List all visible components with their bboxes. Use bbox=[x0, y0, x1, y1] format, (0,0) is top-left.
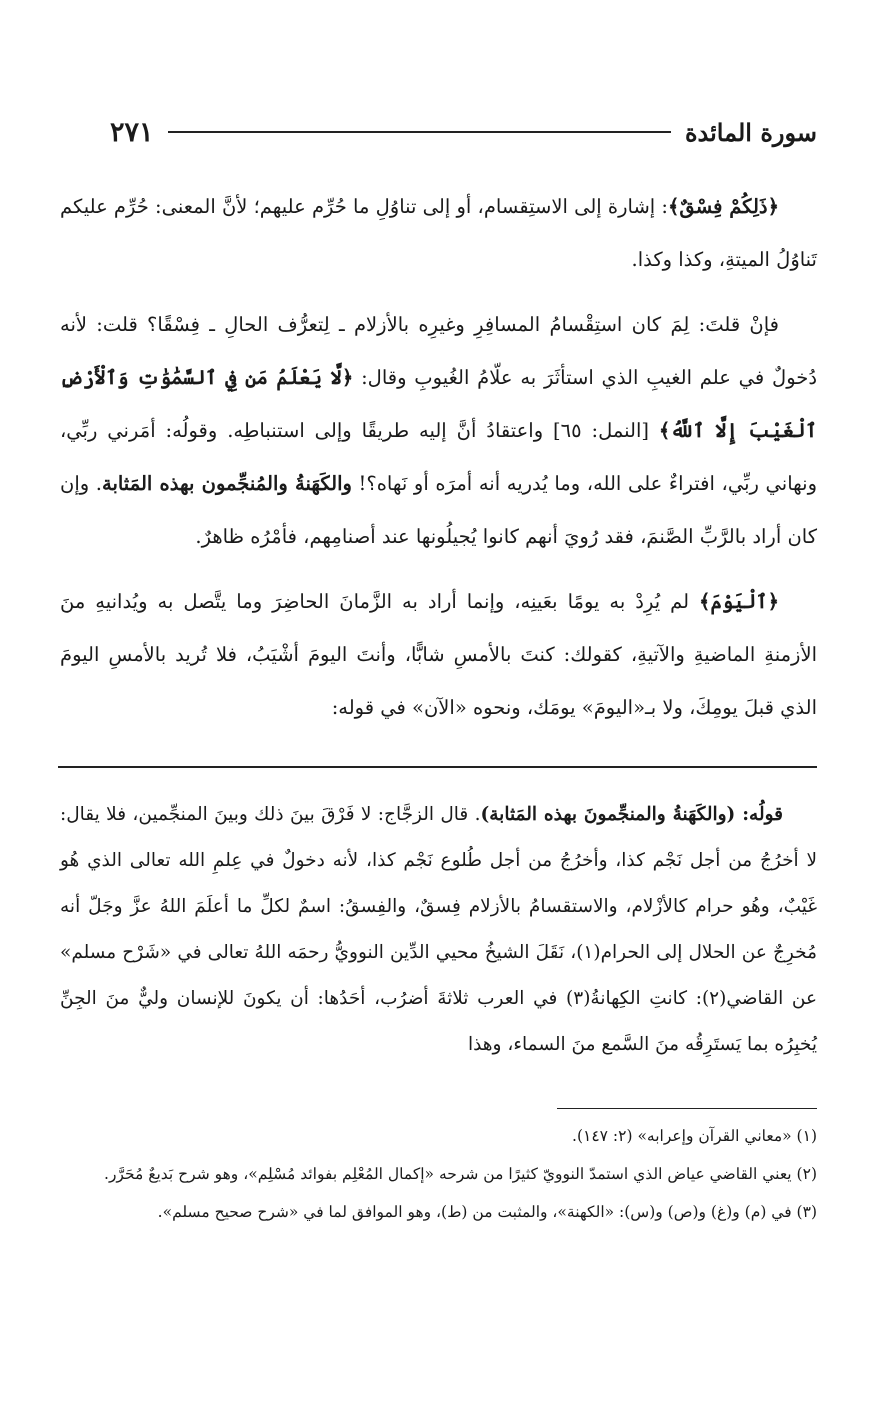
commentary-paragraph bbox=[60, 792, 817, 1068]
footnotes bbox=[60, 1118, 817, 1234]
footnote-1: (١) «معاني القرآن وإعرابه» (٢: ١٤٧). bbox=[572, 1127, 817, 1145]
quran-quote: ﴿ذَلِكُمْ فِسْقٌ﴾ bbox=[668, 195, 779, 218]
footnote-2: (٢) يعني القاضي عياض الذي استمدّ النوويّ كثيرًا من شرحه «إكمال المُعْلِم بفوائد مُسْلِم»، وهو شرح بَديعٌ مُحَرَّر. bbox=[104, 1165, 817, 1183]
bold-phrase: والكَهَنةُ والمُنجِّمون بهذه المَثابة bbox=[101, 472, 352, 495]
paragraph-text: . وإن كان أراد بالرَّبِّ الصَّنمَ، فقد رُويَ أنهم كانوا يُجيلُونها عند أصنامِهم، فأمْرُه ظاهرٌ. bbox=[60, 472, 817, 548]
paragraph-text: فإنْ قلتَ: لِمَ كان استِقْسامُ المسافِرِ وغيرِه بالأزلام ـ لِتعرُّف الحالِ ـ فِسْقًا؟ قلت: لأنه دُخولٌ في علم الغيبِ الذي استأثَرَ به علّامُ الغُيوبِ وقال: bbox=[60, 313, 818, 389]
main-text bbox=[60, 180, 817, 746]
quran-quote: ﴿لَّا يَعْلَمُ مَن فِي ٱلسَّمَٰوَٰتِ وَٱلْأَرْضِ ٱلْغَيْبَ إِلَّا ٱللَّهُ﴾ bbox=[60, 366, 818, 442]
quran-quote: ﴿ٱلْيَوْمَ﴾ bbox=[699, 590, 779, 613]
main-paragraph-3 bbox=[60, 575, 817, 734]
commentary-lemma: قولُه: (والكَهَنةُ والمنجِّمونَ بهذه المَثابة) bbox=[480, 804, 783, 825]
running-header bbox=[110, 112, 817, 152]
surah-title: سورة المائدة bbox=[684, 117, 817, 147]
commentary-text bbox=[60, 792, 817, 1068]
main-paragraph-1 bbox=[60, 180, 817, 286]
paragraph-text: [النمل: ٦٥] واعتقادُ أنَّ إليه طريقًا وإلى استنباطِه. وقولُه: أمَرني ربِّي، ونهاني ربِّي، افتراءٌ على الله، وما يُدريه أنه أمرَه أو نَهاه؟! bbox=[60, 419, 817, 495]
commentary-body: . قال الزجَّاج: لا فَرْقَ بينَ ذلك وبينَ المنجِّمين، فلا يقال: لا أخرُجُ من أجل نَجْم كذا، وأخرُجُ من أجل طُلوع نَجْم كذا، لأنه دخولٌ في عِلمِ الله تعالى الذي هُو غَيْبٌ، وهُو حرام كالأزْلام، والاستقسامُ بالأزلام فِسقٌ، والفِسقُ: اسمٌ لكلِّ ما أعلَمَ اللهُ عزَّ وجَلّ أنه مُخرِجٌ عن الحلال إلى الحرام(١)، نَقَلَ الشيخُ محيي الدِّين النوويُّ رحمَه اللهُ تعالى في «شَرْح مسلم» عن القاضي(٢): كانتِ الكِهانةُ(٣) في العرب ثلاثةَ أضرُب، أحَدُها: أن يكونَ للإنسان وليٌّ منَ الجِنِّ يُخبِرُه بما يَستَرِقُه منَ السَّمع منَ السماء، وهذا bbox=[60, 804, 818, 1055]
footnote-rule bbox=[557, 1108, 817, 1109]
paragraph-text: : إشارة إلى الاستِقسام، أو إلى تناوُلِ ما حُرِّم عليهم؛ لأنَّ المعنى: حُرِّم عليكم تَناوُلُ الميتةِ، وكذا وكذا. bbox=[60, 195, 817, 271]
page-number: ٢٧١ bbox=[110, 116, 154, 148]
section-divider bbox=[58, 766, 817, 768]
main-paragraph-2 bbox=[60, 298, 817, 563]
header-rule bbox=[168, 131, 671, 133]
footnote-3: (٣) في (م) و(غ) و(ص) و(س): «الكهنة»، والمثبت من (ط)، وهو الموافق لما في «شرح صحيح مسلم». bbox=[157, 1203, 817, 1221]
paragraph-text: لم يُرِدْ به يومًا بعَينِه، وإنما أراد به الزَّمانَ الحاضِرَ وما يتَّصل به ويُدانيهِ منَ الأزمنةِ الماضيةِ والآتيةِ، كقولك: كنتَ بالأمسِ شابًّا، وأنتَ اليومَ أشْيَبُ، فلا تُريد بالأمسِ اليومَ الذي قبلَ يومِكَ، ولا بـ«اليومَ» يومَك، ونحوه «الآن» في قوله: bbox=[60, 590, 817, 719]
